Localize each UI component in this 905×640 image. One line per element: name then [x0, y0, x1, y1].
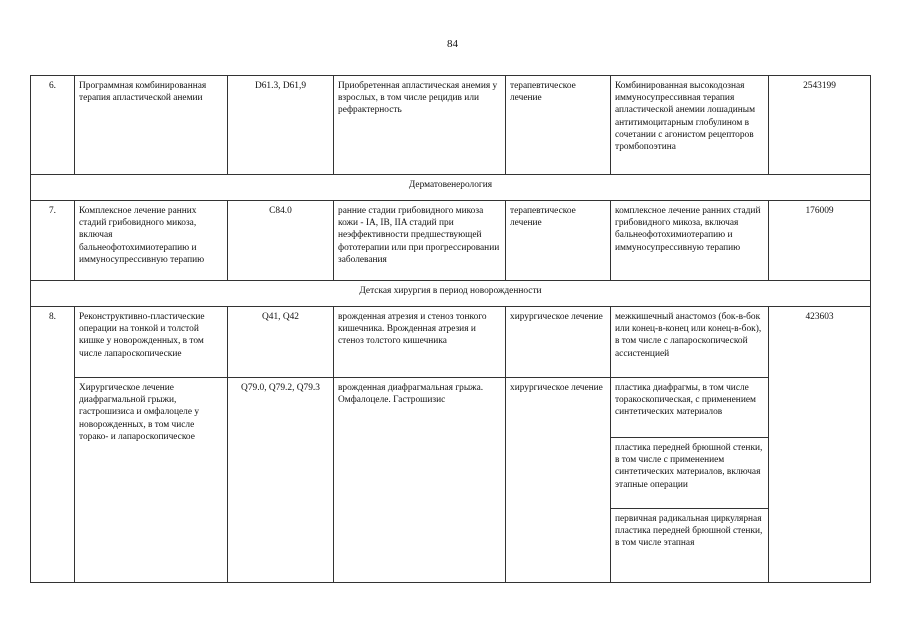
icd-codes: Q41, Q42 — [228, 307, 334, 378]
treatment-method: межкишечный анастомоз (бок-в-бок или конец-в-конец или конец-в-бок), в том числе с лапароскопической ассистенцией — [611, 307, 769, 378]
icd-codes: Q79.0, Q79.2, Q79.3 — [228, 378, 334, 583]
treatment-type: терапевтическое лечение — [506, 76, 611, 175]
care-type-name: Комплексное лечение ранних стадий грибовидного микоза, включая бальнеофотохимиотерапию и иммуносупрессивную терапию — [75, 201, 228, 281]
icd-codes: D61.3, D61,9 — [228, 76, 334, 175]
treatment-type: хирургическое лечение — [506, 378, 611, 583]
treatment-method: Комбинированная высокодозная иммуносупрессивная терапия апластической анемии лошадиным антитимоцитарным глобулином в сочетании с агонистом рецепторов тромбопоэтина — [611, 76, 769, 175]
section-row-dermatology — [31, 175, 871, 201]
icd-codes: C84.0 — [228, 201, 334, 281]
treatment-method: первичная радикальная циркулярная пластика передней брюшной стенки, в том числе этапная — [615, 514, 763, 549]
row-number: 6. — [31, 76, 75, 175]
treatment-type: терапевтическое лечение — [506, 201, 611, 281]
treatment-methods — [611, 378, 769, 583]
standard-cost: 2543199 — [769, 76, 871, 175]
care-type-name: Хирургическое лечение диафрагмальной грыжи, гастрошизиса и омфалоцеле у новорожденных, в том числе торако- и лапароскопическое — [75, 378, 228, 583]
section-row-neonatal-surgery — [31, 281, 871, 307]
treatment-type: хирургическое лечение — [506, 307, 611, 378]
table-row-8a — [31, 307, 871, 378]
table-row-8b — [31, 378, 871, 583]
patient-model: Приобретенная апластическая анемия у взрослых, в том числе рецидив или рефрактерность — [334, 76, 506, 175]
patient-model: врожденная диафрагмальная грыжа. Омфалоцеле. Гастрошизис — [334, 378, 506, 583]
section-title: Дерматовенерология — [31, 175, 871, 201]
row-number: 8. — [31, 307, 75, 583]
standard-cost: 423603 — [769, 307, 871, 583]
treatment-method: пластика диафрагмы, в том числе торакоскопическая, с применением синтетических материалов — [611, 378, 768, 438]
table-row-7 — [31, 201, 871, 281]
table-row-6 — [31, 76, 871, 175]
treatment-method: пластика передней брюшной стенки, в том числе с применением синтетических материалов, включая этапные операции — [611, 438, 768, 509]
care-type-name: Реконструктивно-пластические операции на тонкой и толстой кишке у новорожденных, в том числе лапароскопические — [75, 307, 228, 378]
patient-model: врожденная атрезия и стеноз тонкого кишечника. Врожденная атрезия и стеноз толстого кишечника — [334, 307, 506, 378]
row-number: 7. — [31, 201, 75, 281]
section-title: Детская хирургия в период новорожденности — [31, 281, 871, 307]
care-type-name: Программная комбинированная терапия апластической анемии — [75, 76, 228, 175]
page-number: 84 — [447, 38, 458, 50]
medical-care-table — [30, 75, 871, 583]
patient-model: ранние стадии грибовидного микоза кожи - IA, IB, IIA стадий при неэффективности предшествующей фототерапии или при прогрессировании заболевания — [334, 201, 506, 281]
treatment-method: комплексное лечение ранних стадий грибовидного микоза, включая бальнеофотохимиотерапию и иммуносупрессивную терапию — [611, 201, 769, 281]
standard-cost: 176009 — [769, 201, 871, 281]
